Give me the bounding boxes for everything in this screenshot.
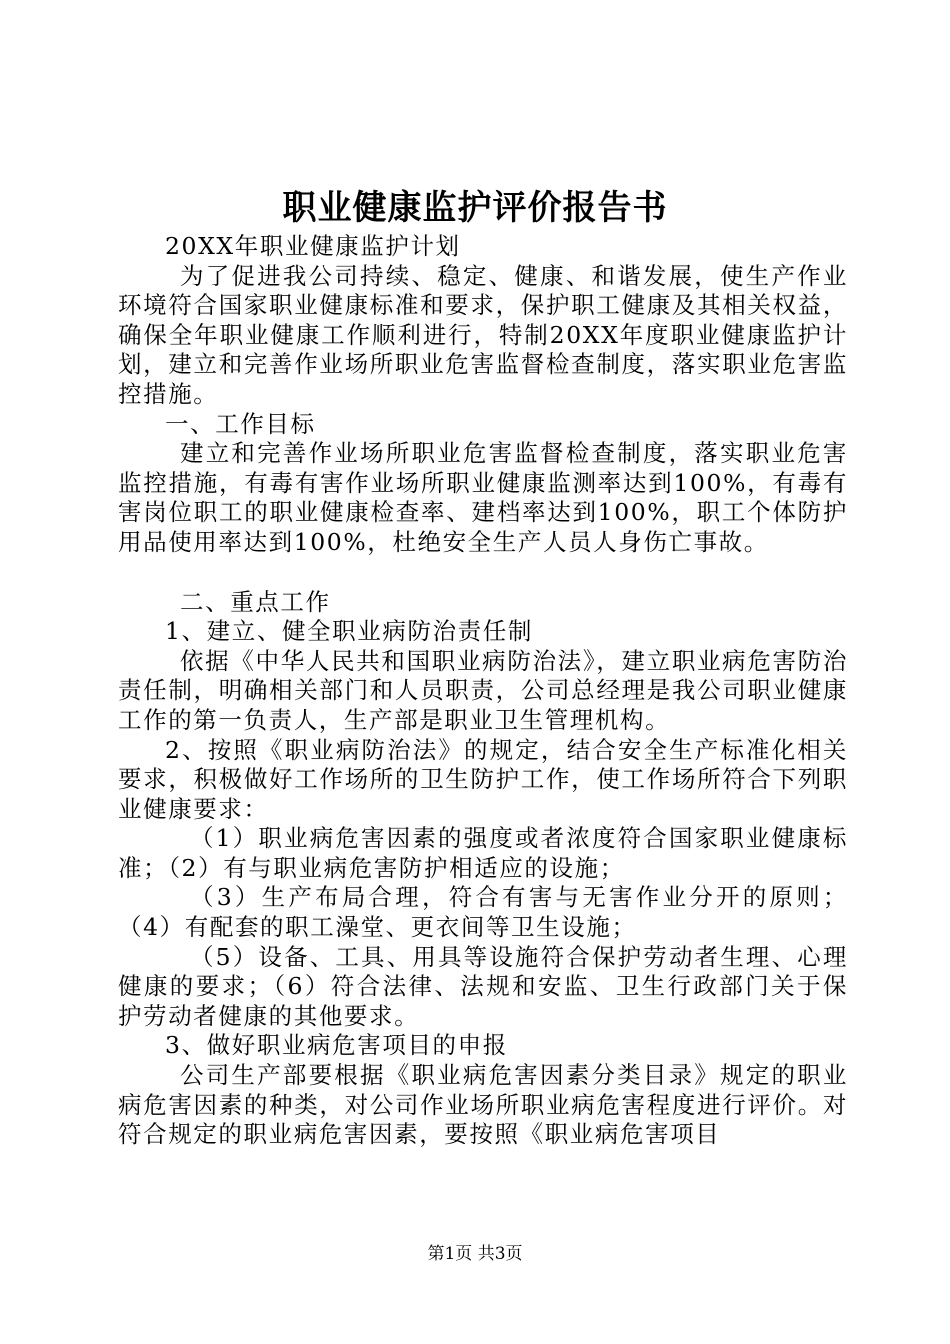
document-title: 职业健康监护评价报告书 — [282, 188, 668, 228]
document-body — [118, 232, 848, 1150]
requirement-5-6: （5）设备、工具、用具等设施符合保护劳动者生理、心理健康的要求；（6）符合法律、法规和安监、卫生行政部门关于保护劳动者健康的其他要求。 — [118, 942, 848, 1030]
paragraph-gap — [118, 558, 848, 588]
item-3-paragraph: 公司生产部要根据《职业病危害因素分类目录》规定的职业病危害因素的种类，对公司作业场所职业病危害程度进行评价。对符合规定的职业病危害因素，要按照《职业病危害项目 — [118, 1061, 848, 1149]
section-heading-key-work: 二、重点工作 — [180, 587, 331, 616]
requirement-3-4: （3）生产布局合理，符合有害与无害作业分开的原则；（4）有配套的职工澡堂、更衣间等卫生设施； — [118, 883, 848, 942]
item-1-paragraph: 依据《中华人民共和国职业病防治法》，建立职业病危害防治责任制，明确相关部门和人员职责，公司总经理是我公司职业健康工作的第一负责人，生产部是职业卫生管理机构。 — [118, 646, 848, 734]
goals-paragraph: 建立和完善作业场所职业危害监督检查制度，落实职业危害监控措施，有毒有害作业场所职业健康监测率达到100%，有毒有害岗位职工的职业健康检查率、建档率达到100%，职工个体防护用品使用率达到100%，杜绝安全生产人员人身伤亡事故。 — [118, 439, 848, 556]
item-heading-1: 1、建立、健全职业病防治责任制 — [165, 617, 533, 646]
item-2-paragraph: 2、按照《职业病防治法》的规定，结合安全生产标准化相关要求，积极做好工作场所的卫生防护工作，使工作场所符合下列职业健康要求： — [118, 735, 848, 823]
requirement-1-2: （1）职业病危害因素的强度或者浓度符合国家职业健康标准；（2）有与职业病危害防护相适应的设施； — [118, 824, 848, 882]
page-footer: 第1页 共3页 — [427, 1244, 523, 1264]
section-heading-goals: 一、工作目标 — [165, 409, 316, 438]
item-heading-3: 3、做好职业病危害项目的申报 — [165, 1031, 508, 1060]
intro-paragraph: 为了促进我公司持续、稳定、健康、和谐发展，使生产作业环境符合国家职业健康标准和要求，保护职工健康及其相关权益，确保全年职业健康工作顺利进行，特制20XX年度职业健康监护计划，建立和完善作业场所职业危害监督检查制度，落实职业危害监控措施。 — [118, 261, 848, 408]
plan-subtitle: 20XX年职业健康监护计划 — [165, 232, 461, 260]
